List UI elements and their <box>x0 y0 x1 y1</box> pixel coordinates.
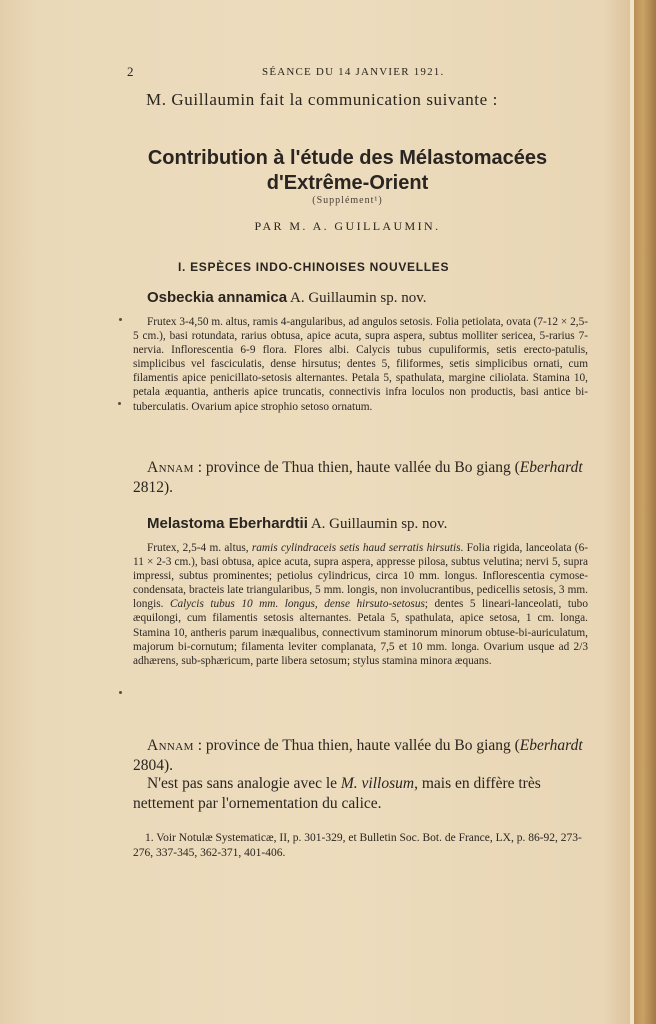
description-text: . Folia rigida, lanceolata (6-11 × 2-3 cm.), basi obtusa, apice acuta, supra aspera, appresse pilosa, subtus velutina; nervi 5, supra impressi, subtus prominentes; petiolus cylindricus, circa 10 mm. longus. Inflorescentia cymose-condensata, bracteis late triangularibus, 5 mm. longis, non involucrantibus, pedicellis setosis, 3 mm. longis. <box>133 542 588 611</box>
locality-text: : province de Thua thien, haute vallée du Bo giang ( <box>193 737 520 754</box>
footnote <box>133 831 591 860</box>
locality-label: Annam <box>147 737 194 754</box>
species-authority: A. Guillaumin sp. nov. <box>307 516 448 532</box>
species-description <box>133 541 588 668</box>
footnote-text: 1. Voir Notulæ Systematicæ, II, p. 301-329, et Bulletin Soc. Bot. de France, LX, p. 86-92, 273-276, 337-345, 362-371, 401-406. <box>133 832 582 859</box>
species-heading <box>147 289 427 307</box>
locality-text: : province de Thua thien, haute vallée du Bo giang ( <box>193 459 520 476</box>
section-heading: I. ESPÈCES INDO-CHINOISES NOUVELLES <box>178 260 450 274</box>
species-locality <box>133 458 593 498</box>
print-speck <box>119 691 122 694</box>
supplement-note: (Supplément¹) <box>312 195 383 206</box>
author-byline: PAR M. A. GUILLAUMIN. <box>254 219 441 233</box>
page-number: 2 <box>127 64 134 79</box>
intro-line: M. Guillaumin fait la communication suivante : <box>146 90 498 109</box>
species-name: Melastoma Eberhardtii <box>147 515 308 532</box>
species-name: Osbeckia annamica <box>147 289 288 306</box>
species-authority: A. Guillaumin sp. nov. <box>287 290 427 306</box>
specimen-number: 2804). <box>133 757 174 774</box>
article-title-line2: d'Extrême-Orient <box>266 172 429 194</box>
running-head: SÉANCE DU 14 JANVIER 1921. <box>262 66 445 78</box>
locality-label: Annam <box>147 459 194 476</box>
collector-name: Eberhardt <box>519 737 583 754</box>
specimen-number: 2812). <box>133 479 174 496</box>
description-italic: ramis cylindraceis setis haud serratis hirsutis <box>251 542 461 554</box>
description-text: Frutex, 2,5-4 m. altus, <box>147 542 252 554</box>
print-speck <box>119 318 122 321</box>
species-description <box>133 315 588 414</box>
description-text: ; dentes 5 lineari-lanceolati, tubo æquilongi, cum filamentis setosis alternantes. Petala 5, spathulata, apice setosa, 1 cm. longa. Stamina 10, antheris parum inæqualibus, connectivum staminorum minorum obtuse-bi-auriculatum, majorum bi-cornutum; filamenta leviter complanata, 7,5 et 10 mm. longa. Ovarium usque ad 2/3 adhærens, sub-sphæricum, parte libera setosum; stylus stamina minora æquans. <box>133 598 588 667</box>
description-italic: Calycis tubus 10 mm. longus, dense hirsuto-setosus <box>169 598 425 611</box>
article-title-line1: Contribution à l'étude des Mélastomacées <box>147 147 548 169</box>
print-speck <box>118 402 121 405</box>
remark-text: , mais en diffère très nettement par l'ornementation du calice. <box>133 775 541 812</box>
book-spine <box>634 0 656 1024</box>
collector-name: Eberhardt <box>519 459 583 476</box>
remark-text: N'est pas sans analogie avec le <box>147 775 341 792</box>
species-locality <box>133 736 593 776</box>
remark-paragraph <box>133 774 593 814</box>
description-text: Frutex 3-4,50 m. altus, ramis 4-angularibus, ad angulos setosis. Folia petiolata, ovata (7-12 × 2,5-5 cm.), basi rotundata, rarius obtusa, apice acuta, supra aspera, subtus molliter sericea, 5-rarius 7-nervia. Inflorescentia 6-9 flora. Flores albi. Calycis tubus cupuliformis, setis erecto-patulis, simplicibus vel fasciculatis, dense hirsutus; dentes 5, filiformes, setis simplicibus ornati, cum filamentis apice penicillato-setosis alternantes. Petala 5, spathulata, margine ciliolata. Stamina 10, petala æquantia, antheris apice truncatis, connectivis infra loculos non productis, basi antice bi-tuberculatis. Ovarium apice strophio setoso ornatum. <box>133 316 588 413</box>
remark-species: M. villosum <box>340 775 415 792</box>
species-heading <box>147 515 447 533</box>
